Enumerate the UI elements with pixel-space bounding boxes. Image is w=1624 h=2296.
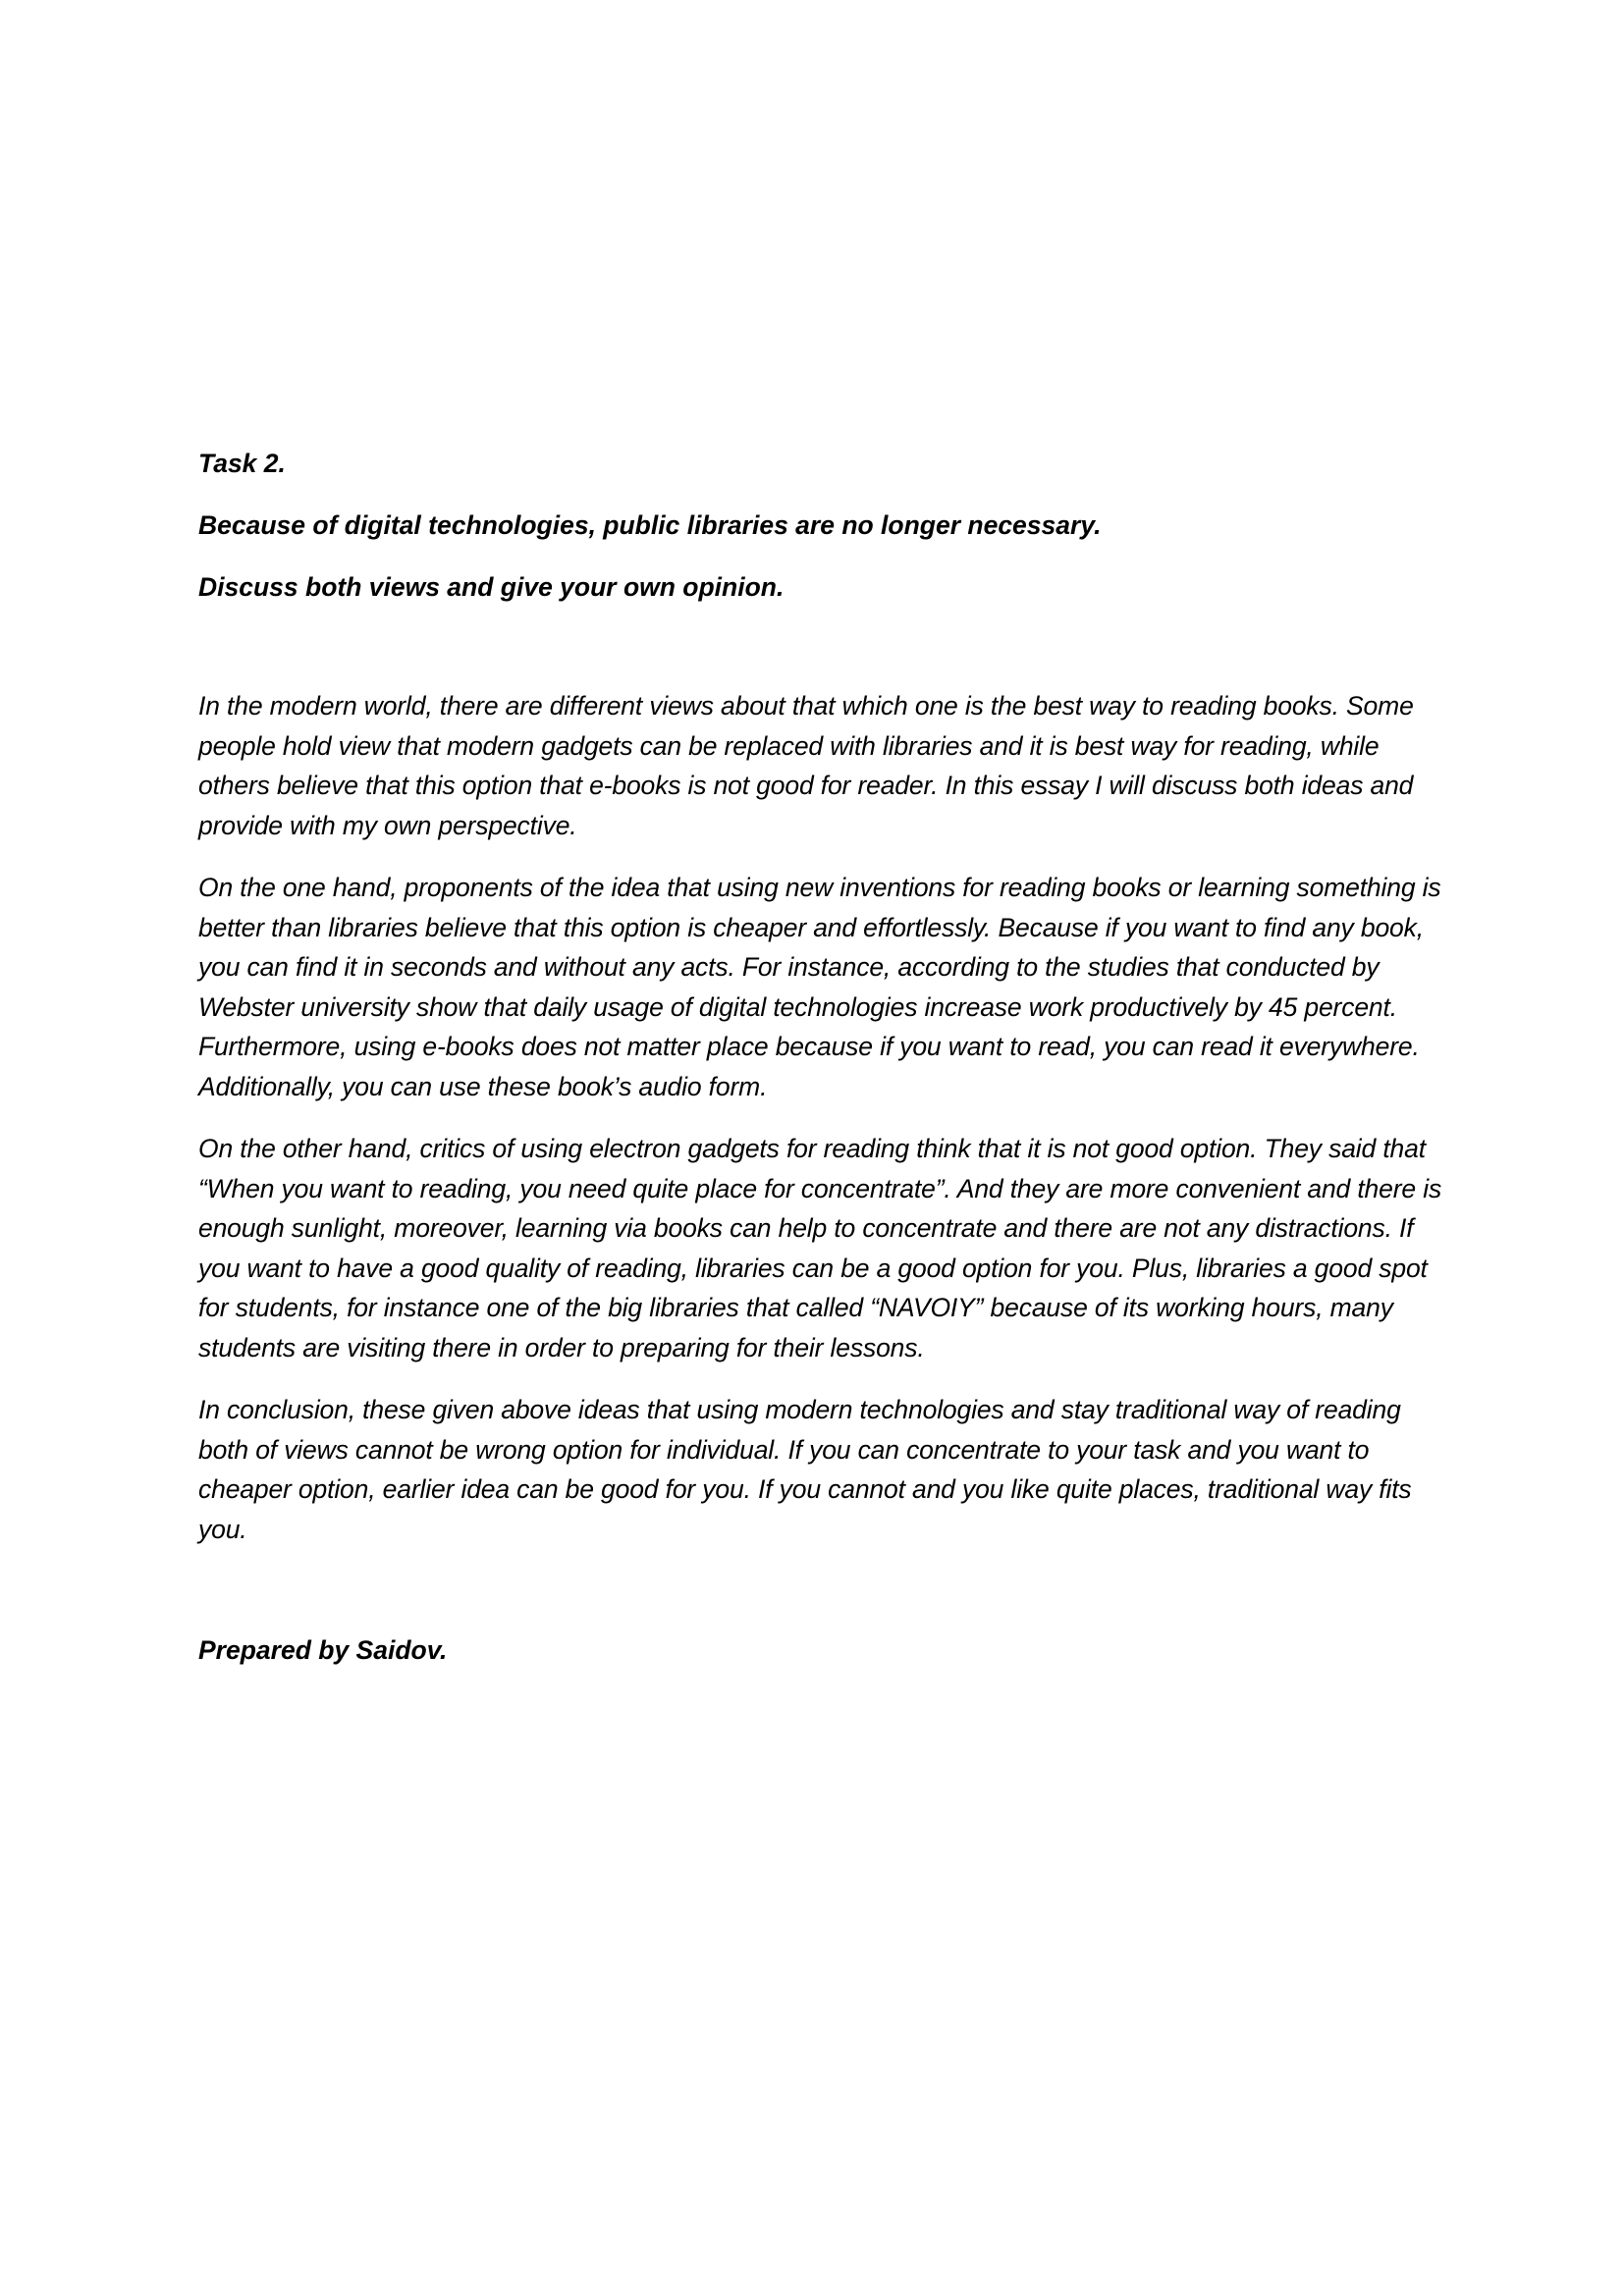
prompt-instruction: Discuss both views and give your own opinion. [198, 572, 785, 602]
essay-paragraph-introduction: In the modern world, there are different views about that which one is the best way to reading books. Some people hold view that modern gadgets can be replaced with libraries and it is best way for reading, while others believe that this option that e-books is not good for reader. In this essay I will discuss both ideas and provide with my own perspective. [198, 691, 1414, 840]
essay-paragraph-supporting-view: On the one hand, proponents of the idea that using new inventions for reading books or learning something is better than libraries believe that this option is cheaper and effortlessly. Because if you want to find any book, you can find it in seconds and without any acts. For instance, according to the studies that conducted by Webster university show that daily usage of digital technologies increase work productively by 45 percent. Furthermore, using e-books does not matter place because if you want to read, you can read it everywhere. Additionally, you can use these book’s audio form. [198, 873, 1441, 1101]
essay-paragraph-opposing-view: On the other hand, critics of using electron gadgets for reading think that it is not good option. They said that “When you want to reading, you need quite place for concentrate”. And they are more convenient and there is enough sunlight, moreover, learning via books can help to concentrate and there are not any distractions. If you want to have a good quality of reading, libraries can be a good option for you. Plus, libraries a good spot for students, for instance one of the big libraries that called “NAVOIY” because of its working hours, many students are visiting there in order to preparing for their lessons. [198, 1134, 1442, 1362]
essay-paragraph-conclusion: In conclusion, these given above ideas that using modern technologies and stay traditional way of reading both of views cannot be wrong option for individual. If you can concentrate to your task and you want to cheaper option, earlier idea can be good for you. If you cannot and you like quite places, traditional way fits you. [198, 1395, 1412, 1544]
task-label: Task 2. [198, 449, 286, 478]
essay-content [198, 444, 1445, 1670]
prompt-statement: Because of digital technologies, public libraries are no longer necessary. [198, 510, 1102, 540]
author-signature: Prepared by Saidov. [198, 1635, 448, 1665]
